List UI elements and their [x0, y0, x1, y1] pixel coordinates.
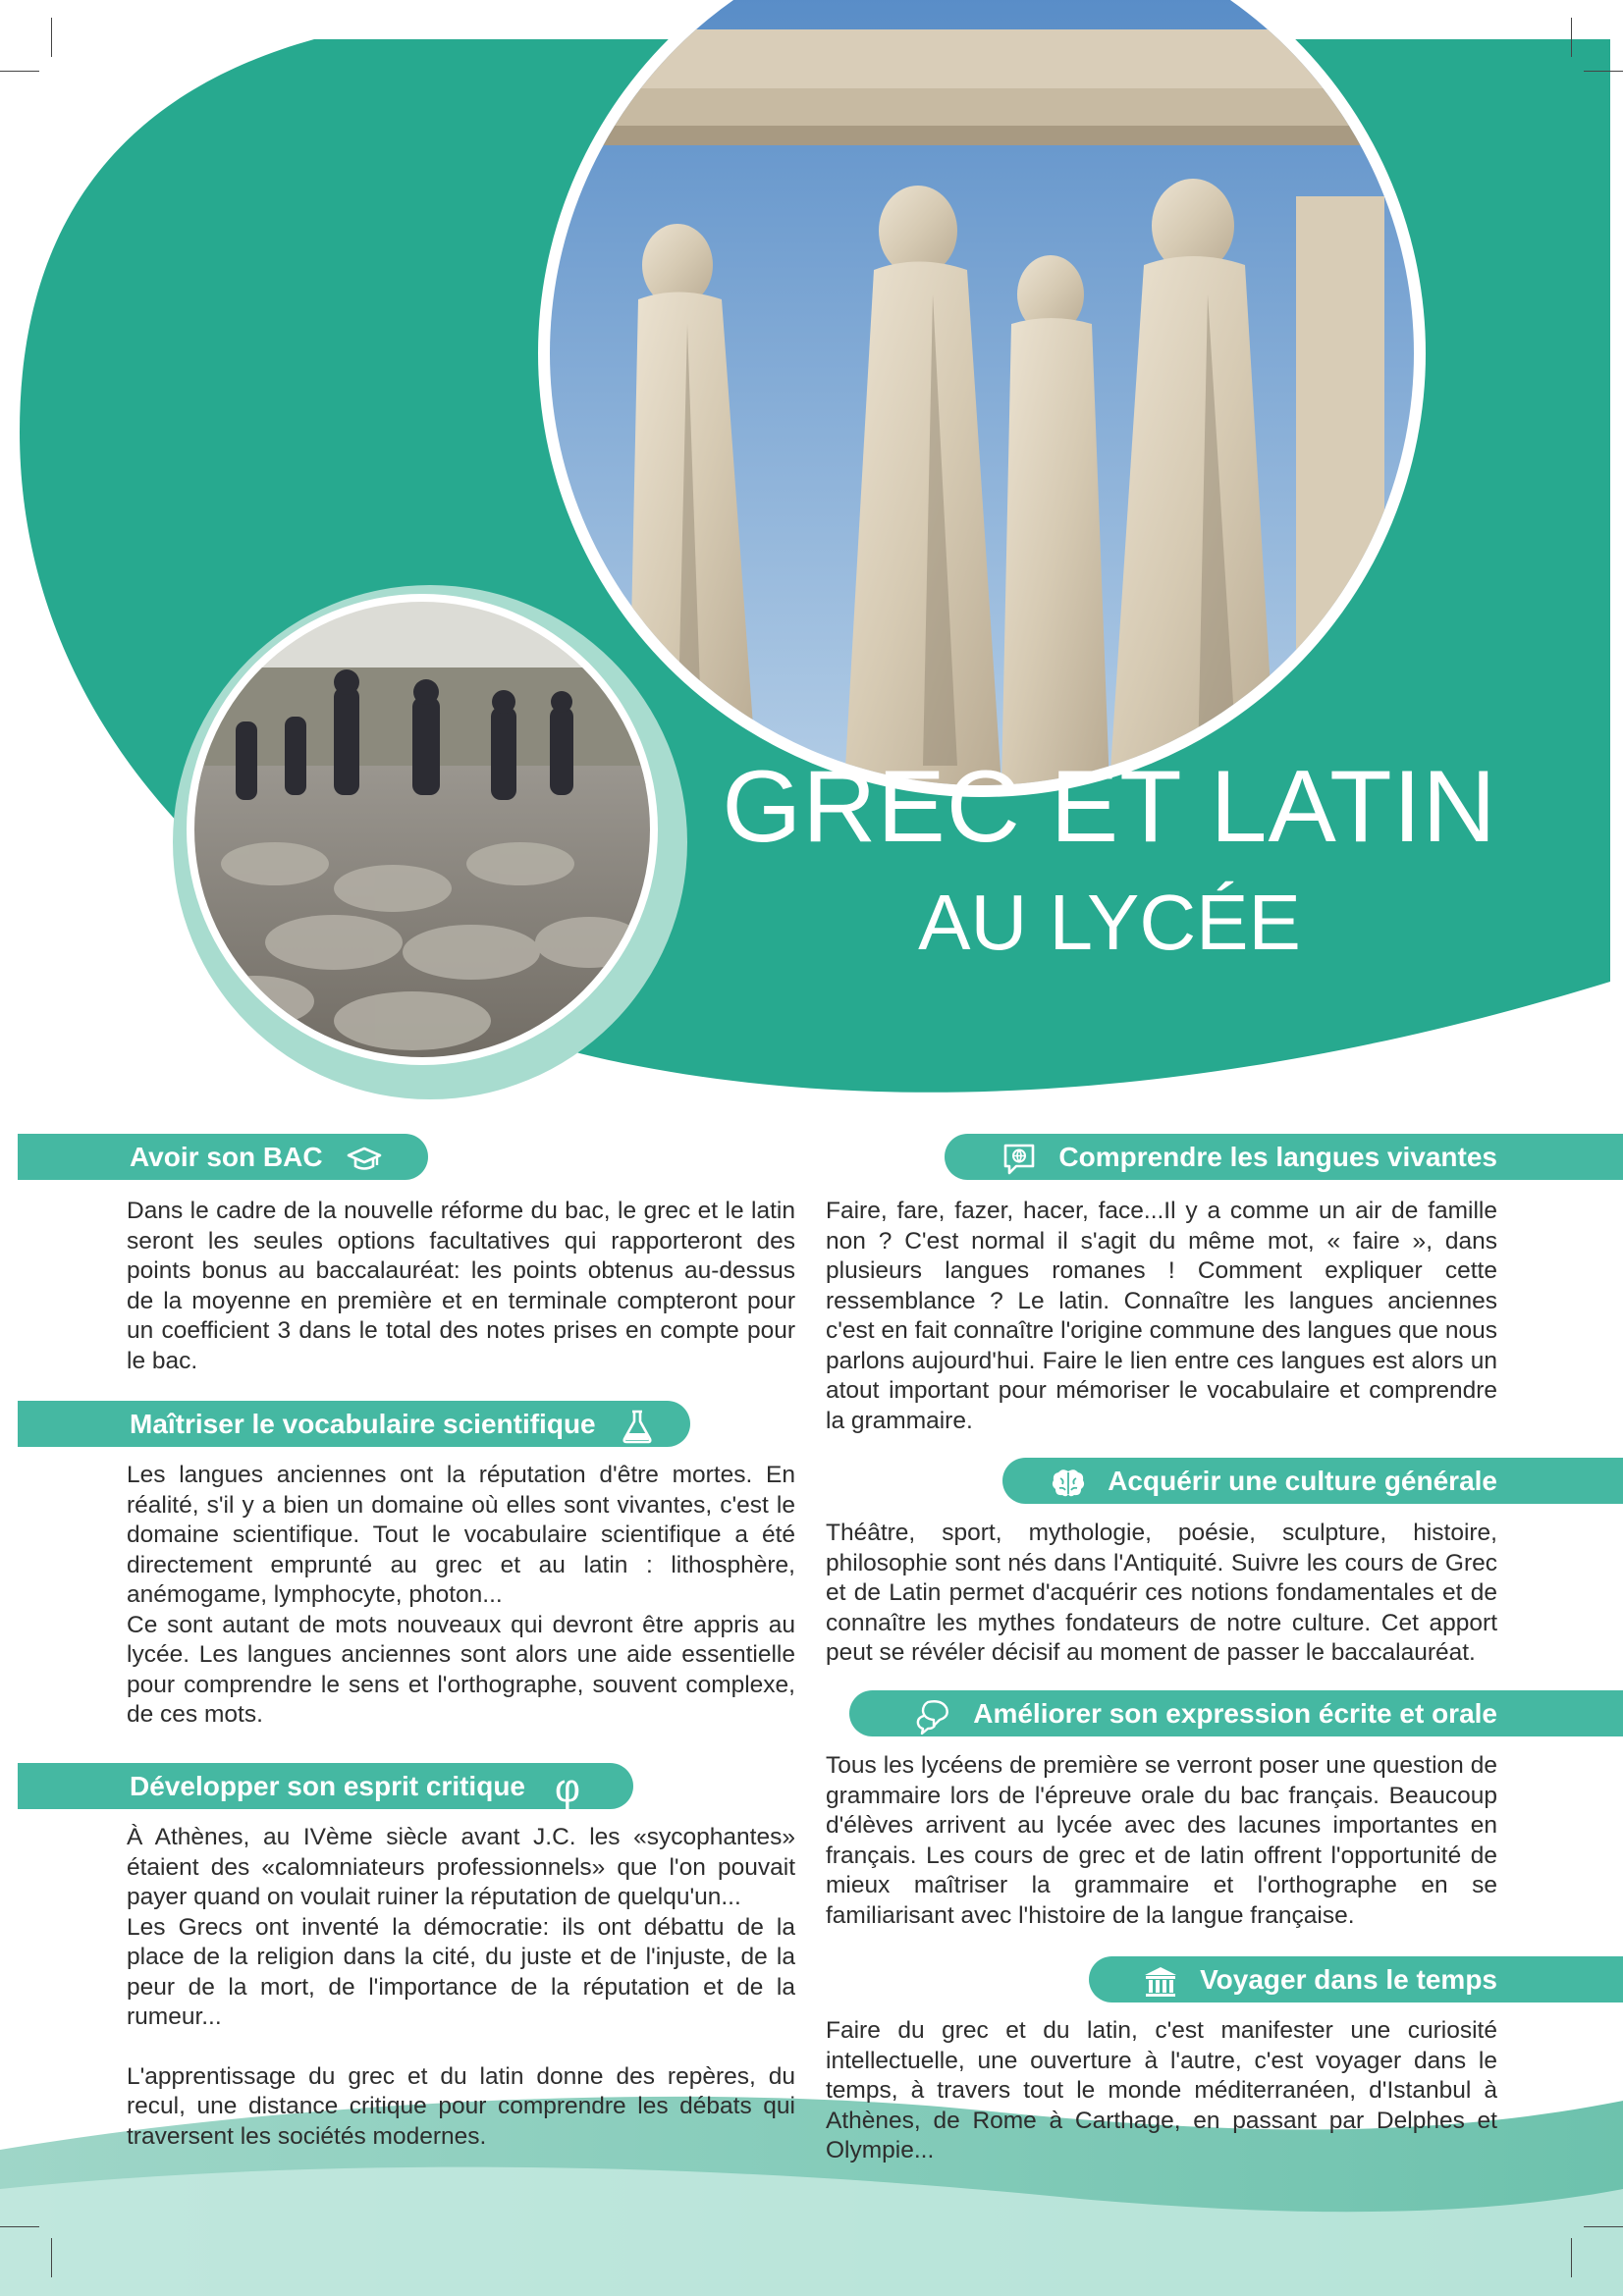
speech-bubble-icon	[1000, 1140, 1039, 1179]
section-bac-banner	[18, 1134, 428, 1180]
graduation-cap-icon	[345, 1140, 384, 1179]
section-culture-text	[826, 1519, 1497, 1669]
section-culture-banner	[1002, 1458, 1623, 1504]
section-voyager-text	[826, 2016, 1497, 2166]
crop-mark	[1571, 2238, 1572, 2277]
section-expression-title: Améliorer son expression écrite et orale	[973, 1698, 1497, 1729]
section-expression-banner	[849, 1690, 1623, 1736]
crop-mark	[0, 71, 39, 72]
section-vocabulaire-title: Maîtriser le vocabulaire scientifique	[130, 1409, 596, 1439]
section-vocabulaire-text	[127, 1461, 795, 1731]
section-expression-text	[826, 1751, 1497, 1931]
paragraph: À Athènes, au IVème siècle avant J.C. les «sycophantes» étaient des «calomniateurs professionnels» que l'on pouvait payer quand on voulait ruiner la réputation de quelqu'un...	[127, 1824, 795, 1910]
section-voyager-title: Voyager dans le temps	[1200, 1964, 1497, 1995]
paragraph: Théâtre, sport, mythologie, poésie, sculpture, histoire, philosophie sont nés dans l'Antiquité. Suivre les cours de Grec et de Latin permet d'acquérir ces notions fondamentales et de connaître les mythes fondateurs de notre culture. Cet apport peut se révéler décisif au moment de passer le baccalauréat.	[826, 1520, 1497, 1666]
paragraph: Faire, fare, fazer, hacer, face...Il y a comme un air de famille non ? C'est normal il s'agit du même mot, « faire », dans plusieurs langues romanes ! Comment expliquer cette ressemblance ? Le latin. Connaître les langues anciennes c'est en fait connaître l'origine commune des langues que nous parlons aujourd'hui. Faire le lien entre ces langues est alors un atout important pour mémoriser le vocabulaire et comprendre la grammaire.	[826, 1198, 1497, 1434]
crop-mark	[1584, 71, 1623, 72]
section-langues-title: Comprendre les langues vivantes	[1058, 1142, 1497, 1172]
page-title: GREC ET LATIN	[722, 750, 1497, 864]
crop-mark	[0, 2226, 39, 2227]
section-langues-banner	[945, 1134, 1623, 1180]
section-esprit-title: Développer son esprit critique	[130, 1771, 525, 1801]
flask-icon	[618, 1407, 657, 1446]
section-vocabulaire-banner	[18, 1401, 690, 1447]
paragraph: Ce sont autant de mots nouveaux qui devront être appris au lycée. Les langues anciennes sont alors une aide essentielle pour comprendre le sens et l'orthographe, souvent complexe, de ces mots.	[127, 1611, 795, 1728]
temple-icon	[1141, 1962, 1180, 2002]
crop-mark	[51, 18, 52, 57]
crop-mark	[1584, 2226, 1623, 2227]
section-voyager-banner	[1089, 1956, 1623, 2002]
section-bac-title: Avoir son BAC	[130, 1142, 323, 1172]
brain-icon	[1049, 1464, 1088, 1503]
paragraph: Les Grecs ont inventé la démocratie: ils ont débattu de la place de la religion dans la cité, du juste et de l'injuste, de la peur de la mort, de l'importance de la réputation et de la rumeur...	[127, 1913, 795, 2030]
page-subtitle: AU LYCÉE	[918, 879, 1301, 966]
chat-bubbles-icon	[914, 1696, 953, 1735]
paragraph: Tous les lycéens de première se verront poser une question de grammaire lors de l'épreuve orale du bac français. Beaucoup d'élèves arrivent au lycée avec des lacunes importantes en français. Les cours de grec et de latin offrent l'opportunité de mieux maîtriser la grammaire et l'orthographe en se familiarisant avec l'histoire de la langue française.	[826, 1752, 1497, 1929]
phi-icon: φ	[555, 1766, 580, 1810]
paragraph: Les langues anciennes ont la réputation d'être mortes. En réalité, s'il y a bien un domaine où elles sont vivantes, c'est le domaine scientifique. Tout le vocabulaire scientifique a été directement emprunté au grec et au latin : lithosphère, anémogame, lymphocyte, photon...	[127, 1462, 795, 1608]
section-langues-text	[826, 1197, 1497, 1436]
section-esprit-banner	[18, 1763, 633, 1809]
paragraph: L'apprentissage du grec et du latin donne des repères, du recul, une distance critique pour comprendre les débats qui traversent les sociétés modernes.	[127, 2062, 795, 2150]
section-culture-title: Acquérir une culture générale	[1108, 1466, 1497, 1496]
crop-mark	[1571, 18, 1572, 57]
section-esprit-text	[127, 1823, 795, 2152]
paragraph: Faire du grec et du latin, c'est manifester une curiosité intellectuelle, une ouverture à l'autre, c'est voyager dans le temps, à travers tout le monde méditerranéen, d'Istanbul à Athènes, de Rome à Carthage, en passant par Delphes et Olympie...	[826, 2017, 1497, 2163]
section-bac-text	[127, 1197, 795, 1376]
crop-mark	[51, 2238, 52, 2277]
paragraph: Dans le cadre de la nouvelle réforme du bac, le grec et le latin seront les seules options facultatives qui rapporteront des points bonus au baccalauréat: les points obtenus au-dessus de la moyenne en première et en terminale compteront pour un coefficient 3 dans le total des notes prises en compte pour le bac.	[127, 1198, 795, 1374]
